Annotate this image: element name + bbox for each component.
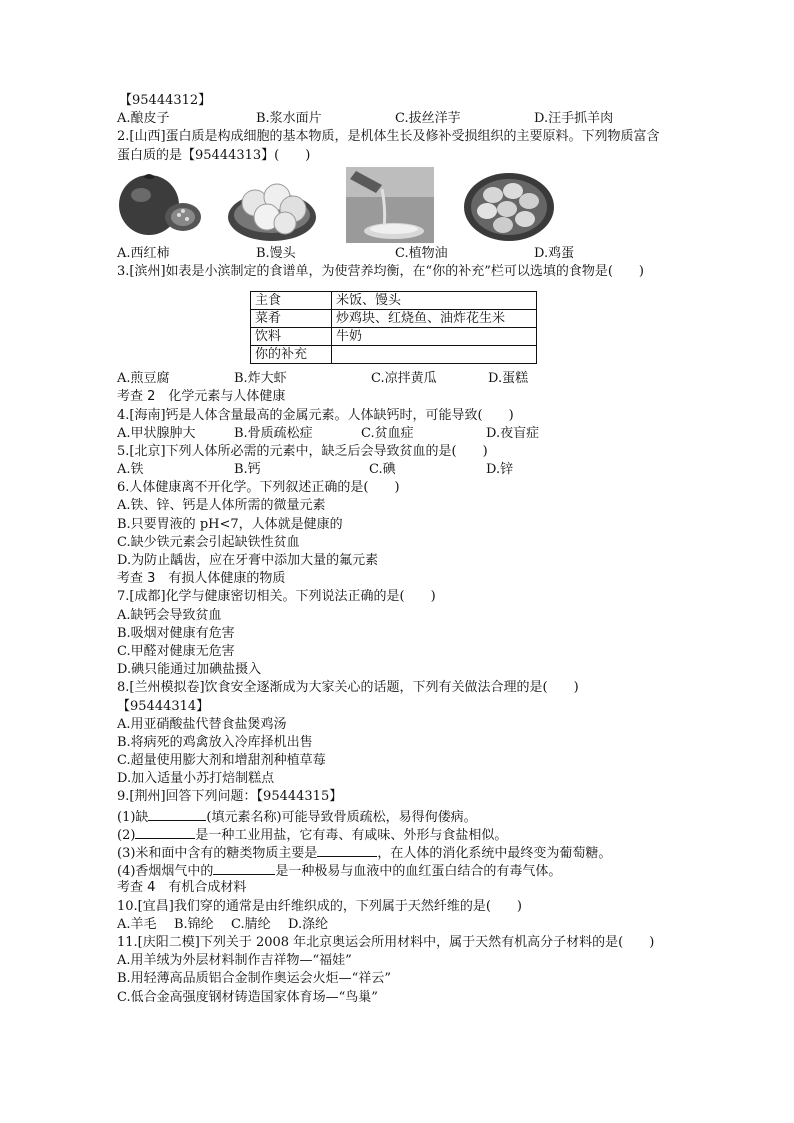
option: A.煎豆腐: [117, 371, 170, 387]
option: C.凉拌黄瓜: [371, 371, 437, 387]
option: D.鸡蛋: [534, 245, 575, 261]
answer-blank[interactable]: [148, 807, 206, 821]
option: C.植物油: [395, 245, 448, 261]
q9-sub3: [117, 843, 717, 861]
option: D.夜盲症: [486, 425, 540, 441]
option: D.汪手抓羊肉: [534, 111, 614, 127]
option: D.蛋糕: [488, 371, 529, 387]
q5-text: 5.[北京]下列人体所必需的元素中，缺乏后会导致贫血的是( ): [117, 443, 488, 459]
section-heading: 考查 4 有机合成材料: [117, 880, 247, 896]
q10-text: 10.[宜昌]我们穿的通常是由纤维织成的，下列属于天然纤维的是( ): [117, 898, 522, 914]
q1-code: 【95444312】: [119, 93, 212, 108]
vegetable-oil-image: [346, 167, 434, 243]
q4-text: 4.[海南]钙是人体含量最高的金属元素。人体缺钙时，可能导致( ): [117, 407, 514, 423]
option: D.碘只能通过加碘盐摄入: [117, 662, 262, 678]
q9-sub1-prefix: (1)缺: [117, 809, 149, 825]
option: B.将病死的鸡禽放入冷库择机出售: [117, 734, 313, 750]
option: B.锦纶: [174, 916, 214, 932]
option: B.用轻薄高品质铝合金制作奥运会火炬—“祥云”: [117, 971, 391, 987]
q8-text: 8.[兰州模拟卷]饮食安全逐渐成为大家关心的话题，下列有关做法合理的是( ): [117, 680, 579, 696]
q9-sub1: [117, 807, 717, 825]
q2-images: [117, 167, 717, 245]
q10-options: [117, 916, 717, 934]
q11-text: 11.[庆阳二模]下列关于 2008 年北京奥运会所用材料中，属于天然有机高分子材料的是( ): [117, 934, 655, 950]
option: B.吸烟对健康有危害: [117, 625, 235, 641]
q4-options: [117, 425, 717, 443]
option: C.超量使用膨大剂和增甜剂种植草莓: [117, 753, 326, 769]
worksheet: [117, 92, 717, 1007]
q2-line1: 2.[山西]蛋白质是构成细胞的基本物质，是机体生长及修补受损组织的主要原料。下列物质富含: [117, 129, 660, 145]
option: A.甲状腺肿大: [117, 425, 196, 441]
q8-code: 【95444314】: [117, 698, 210, 714]
menu-table: [250, 291, 537, 364]
table-row: [251, 346, 537, 364]
answer-blank[interactable]: [135, 825, 195, 839]
option: D.加入适量小苏打焙制糕点: [117, 771, 275, 787]
q7-text: 7.[成都]化学与健康密切相关。下列说法正确的是( ): [117, 589, 436, 605]
q5-options: [117, 461, 717, 479]
steamed-bun-image: [227, 167, 317, 243]
option: D.为防止龋齿，应在牙膏中添加大量的氟元素: [117, 553, 379, 568]
option: C.缺少铁元素会引起缺铁性贫血: [117, 534, 300, 550]
option: B.炸大虾: [234, 371, 287, 387]
q9-sub3-suffix: ，在人体的消化系统中最终变为葡萄糖。: [377, 846, 612, 861]
table-row: [251, 292, 537, 310]
answer-blank[interactable]: [317, 843, 377, 857]
q9-sub4: [117, 861, 717, 879]
table-cell: 牛奶: [332, 328, 537, 346]
option: C.碘: [369, 462, 396, 478]
q2-options: [117, 245, 717, 263]
option: B.钙: [234, 462, 261, 478]
table-cell: 炒鸡块、红烧鱼、油炸花生米: [332, 310, 537, 328]
option: B.只要胃液的 pH<7，人体就是健康的: [117, 516, 343, 532]
option: A.铁、锌、钙是人体所需的微量元素: [117, 498, 326, 514]
tomato-image: [117, 167, 205, 243]
option: B.浆水面片: [256, 111, 322, 127]
q3-text: 3.[滨州]如表是小滨制定的食谱单，为使营养均衡，在“你的补充”栏可以选填的食物是( ): [117, 263, 644, 279]
q9-sub3-prefix: (3)米和面中含有的糖类物质主要是: [117, 846, 318, 861]
q9-text: 9.[荆州]回答下列问题：【95444315】: [117, 789, 343, 805]
section-heading: 考查 3 有损人体健康的物质: [117, 571, 286, 587]
table-cell: 饮料: [251, 328, 332, 346]
q6-text: 6.人体健康离不开化学。下列叙述正确的是( ): [117, 480, 400, 496]
option: A.用羊绒为外层材料制作吉祥物—“福娃”: [117, 953, 352, 969]
option: A.酿皮子: [117, 111, 170, 127]
q2-line2: 蛋白质的是【95444313】( ): [117, 147, 311, 163]
option: A.铁: [117, 462, 144, 478]
option: D.涤纶: [288, 916, 329, 932]
table-cell: 主食: [251, 292, 332, 310]
q9-sub2-prefix: (2): [117, 827, 136, 843]
option: D.锌: [486, 462, 514, 478]
option: C.贫血症: [361, 425, 414, 441]
option: A.缺钙会导致贫血: [117, 607, 222, 623]
q9-sub2: [117, 825, 717, 843]
table-cell: 菜肴: [251, 310, 332, 328]
answer-blank[interactable]: [213, 861, 275, 875]
option: C.低合金高强度钢材铸造国家体育场—“鸟巢”: [117, 989, 378, 1005]
option: B.骨质疏松症: [234, 425, 313, 441]
option: C.腈纶: [231, 916, 271, 932]
table-cell: 你的补充: [251, 346, 332, 364]
q9-sub4-suffix: 是一种极易与血液中的血红蛋白结合的有毒气体。: [275, 864, 562, 880]
q9-sub4-prefix: (4)香烟烟气中的: [117, 864, 214, 880]
section-heading: 考查 2 化学元素与人体健康: [117, 389, 286, 405]
option: A.西红柿: [117, 245, 170, 261]
q9-sub1-suffix: (填元素名称)可能导致骨质疏松，易得佝偻病。: [206, 809, 477, 825]
option: C.甲醛对健康无危害: [117, 643, 235, 659]
q3-options: [117, 370, 717, 388]
table-row: [251, 310, 537, 328]
eggs-image: [463, 167, 555, 243]
q1-options: [117, 110, 717, 128]
table-cell: 米饭、馒头: [332, 292, 537, 310]
option: B.馒头: [256, 245, 296, 261]
table-cell: [332, 346, 537, 364]
q9-sub2-suffix: 是一种工业用盐，它有毒、有咸味、外形与食盐相似。: [195, 827, 508, 843]
option: C.拔丝洋芋: [395, 111, 461, 127]
option: A.用亚硝酸盐代替食盐煲鸡汤: [117, 716, 287, 732]
table-row: [251, 328, 537, 346]
option: A.羊毛: [117, 916, 157, 932]
